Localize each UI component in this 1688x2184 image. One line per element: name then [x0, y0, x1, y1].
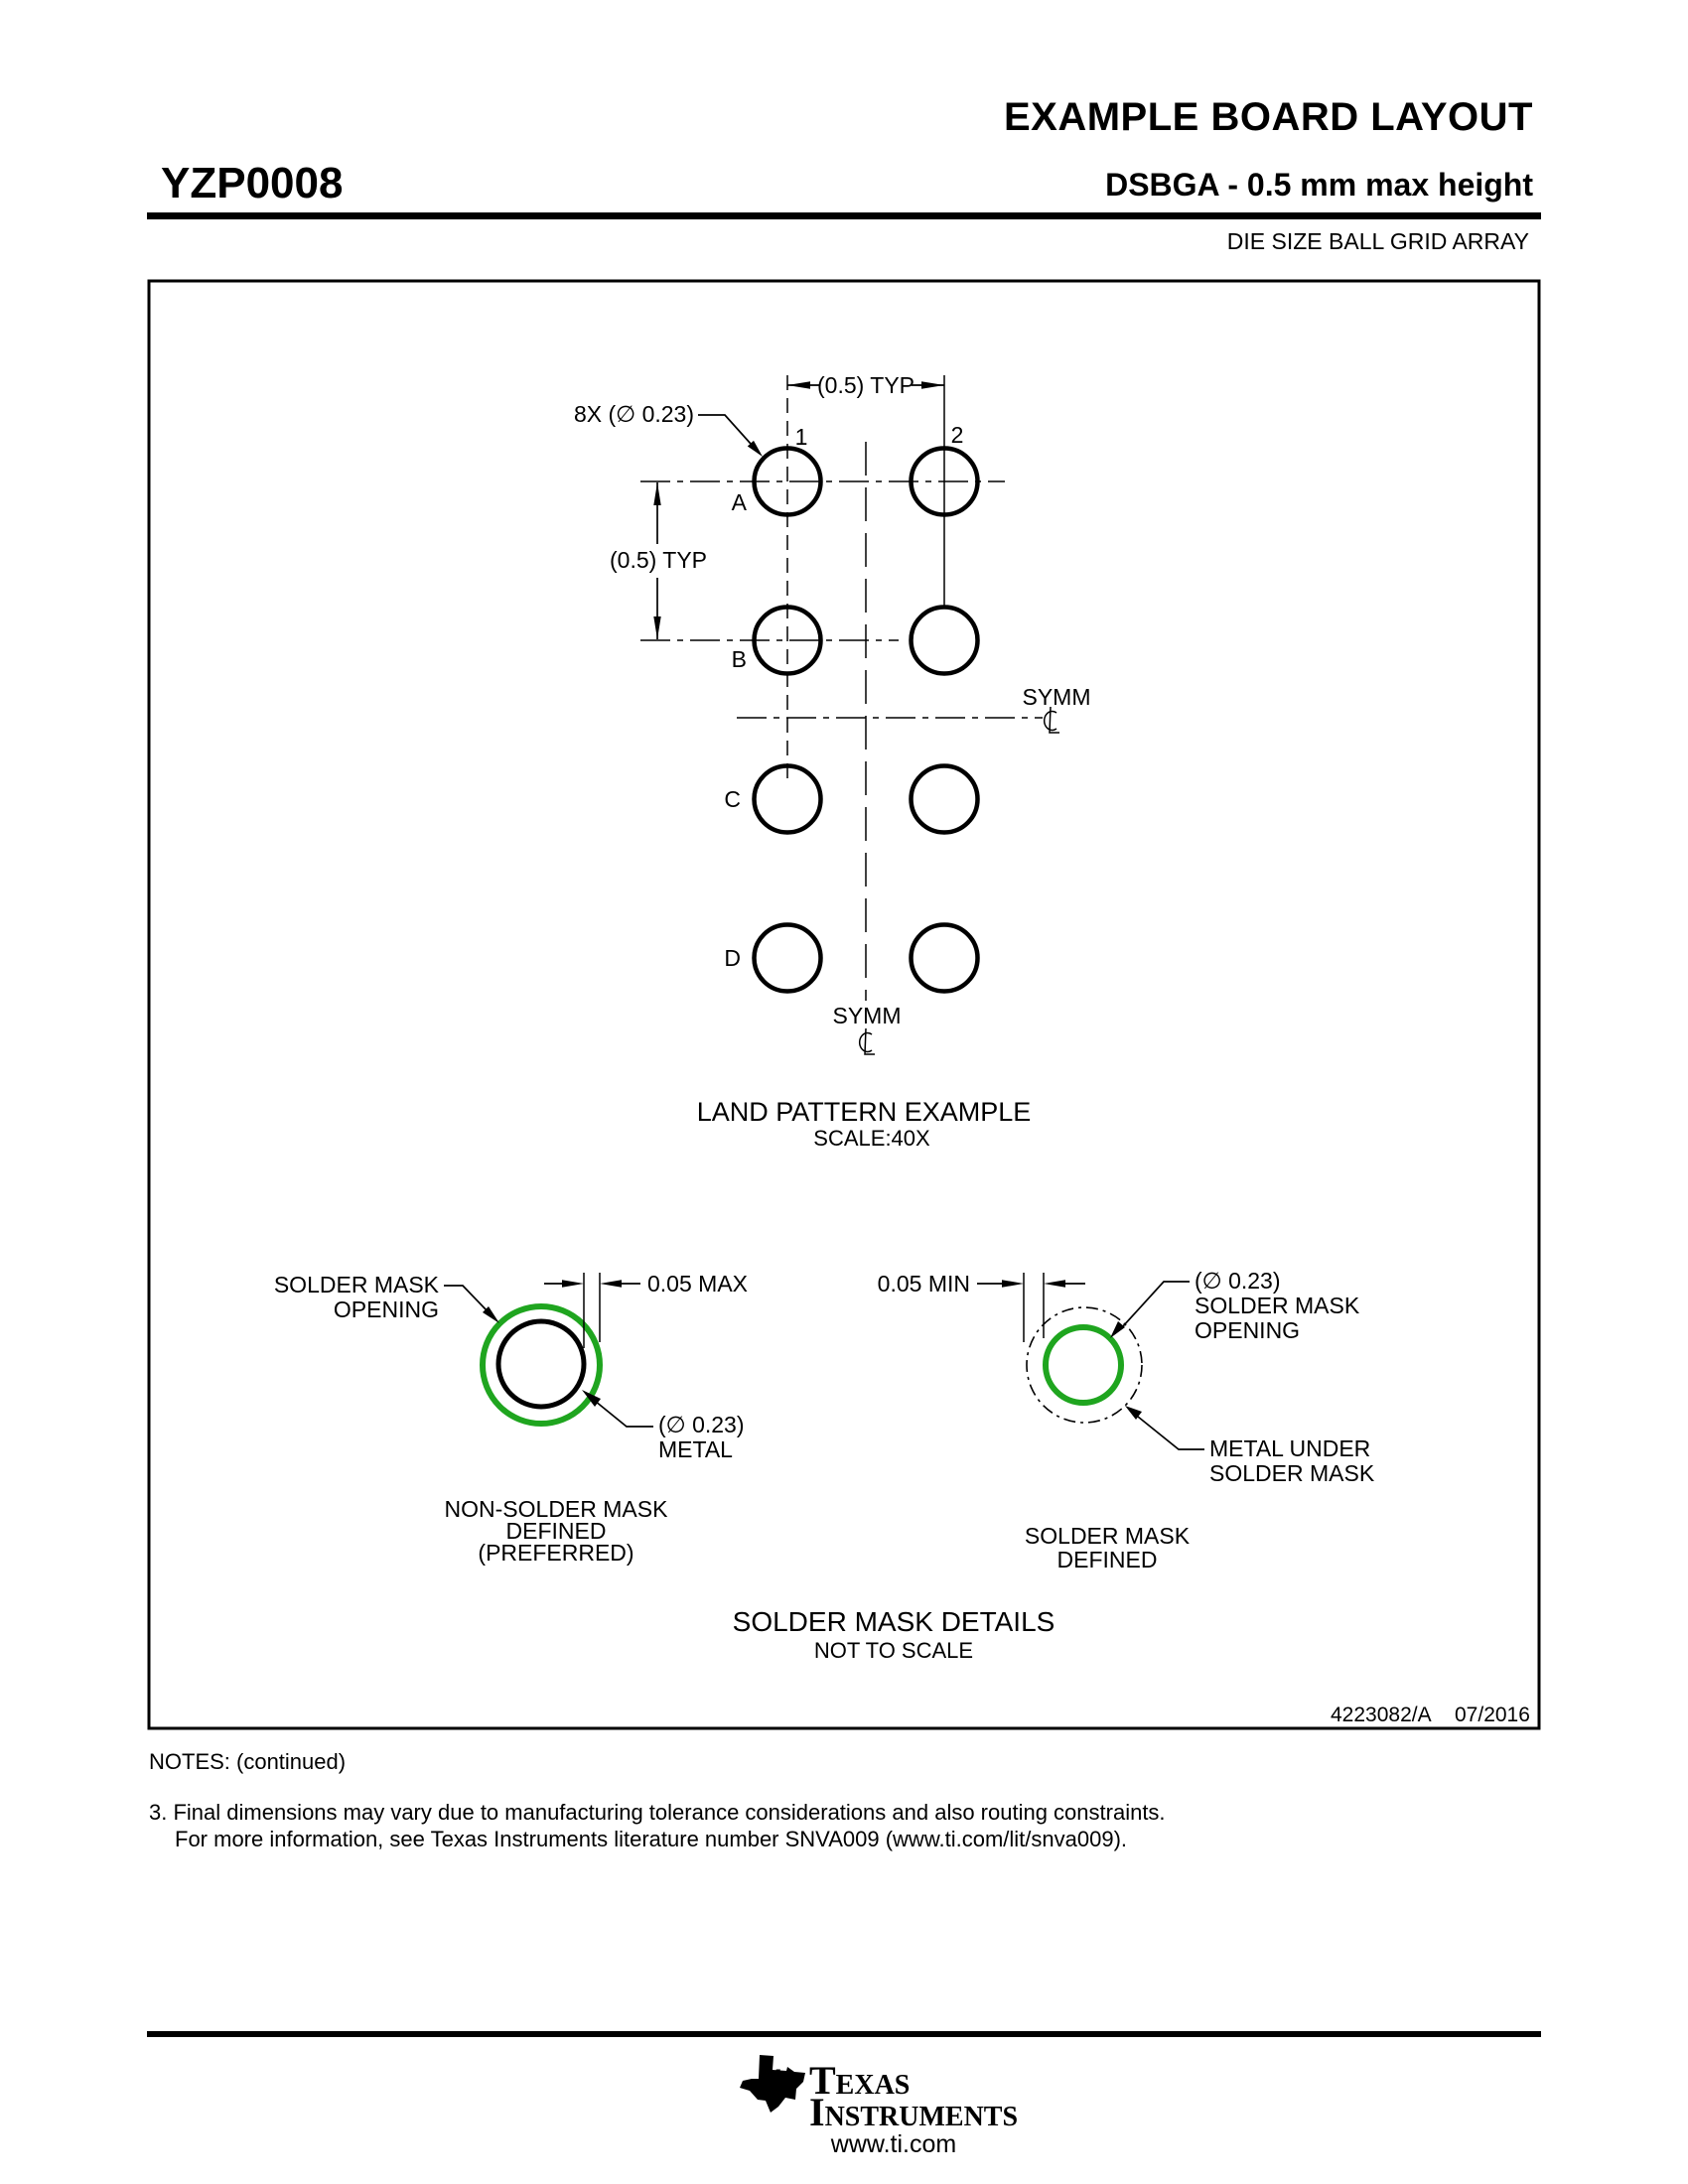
note-3-line2: For more information, see Texas Instruments literature number SNVA009 (www.ti.com/lit/snva009).: [175, 1827, 1128, 1851]
arrowhead-left-icon: [787, 381, 810, 389]
smd-detail-view: [878, 1268, 1375, 1572]
row-label-b: B: [731, 646, 747, 672]
solder-mask-details-scale: NOT TO SCALE: [813, 1638, 974, 1663]
arrowhead-down-icon: [653, 616, 660, 639]
leader-line: [444, 1286, 489, 1312]
footer-rule: [147, 2031, 1541, 2037]
leader-line: [698, 415, 751, 444]
nsmd-detail-view: [274, 1271, 748, 1566]
nsmd-opening-label-line1: SOLDER MASK: [273, 1272, 439, 1297]
pad-d2: [912, 925, 978, 992]
column-label-2: 2: [950, 422, 964, 448]
drawing-date: 07/2016: [1455, 1704, 1530, 1726]
land-pattern-title: LAND PATTERN EXAMPLE: [696, 1097, 1032, 1127]
brand-instruments: Instruments: [809, 2090, 1019, 2134]
solder-mask-details-title: SOLDER MASK DETAILS: [732, 1606, 1055, 1637]
nsmd-caption-line2: DEFINED: [505, 1518, 607, 1544]
row-label-a: A: [731, 489, 747, 515]
arrowhead-right-icon: [562, 1280, 584, 1288]
row-label-c: C: [724, 786, 741, 812]
pitch-vertical-label: (0.5) TYP: [610, 547, 707, 573]
leader-line: [1123, 1282, 1190, 1326]
ti-logo-icon: [740, 2055, 805, 2113]
arrowhead-right-icon: [921, 381, 944, 389]
centerline-symbol-right: [1045, 707, 1059, 733]
smd-solder-mask-opening-circle: [1046, 1327, 1121, 1403]
nsmd-gap-label: 0.05 MAX: [647, 1271, 748, 1297]
package-family: DIE SIZE BALL GRID ARRAY: [1226, 228, 1529, 254]
notes-heading: NOTES: (continued): [149, 1749, 347, 1774]
arrowhead-right-icon: [1002, 1280, 1024, 1288]
arrowhead-left-icon: [1044, 1280, 1065, 1288]
centerline-symbol-bottom: [860, 1028, 875, 1054]
page-title: EXAMPLE BOARD LAYOUT: [1003, 95, 1533, 139]
brand-texas: Texas: [809, 2058, 911, 2103]
smd-caption-line2: DEFINED: [1056, 1547, 1158, 1572]
smd-gap-label: 0.05 MIN: [877, 1271, 970, 1297]
ti-monogram: ti: [762, 2065, 780, 2098]
drawing-number: 4223082/A: [1331, 1704, 1432, 1726]
leader-arrowhead-icon: [1110, 1321, 1125, 1338]
nsmd-caption-line3: (PREFERRED): [478, 1540, 634, 1566]
arrowhead-up-icon: [653, 482, 660, 505]
smd-metal-label-line1: METAL UNDER: [1209, 1435, 1371, 1461]
note-3-line1: 3. Final dimensions may vary due to manufacturing tolerance considerations and also routing constraints.: [149, 1800, 1166, 1825]
pad-c2: [912, 766, 978, 833]
leader-line: [1138, 1417, 1204, 1449]
smd-metal-label-line2: SOLDER MASK: [1209, 1460, 1375, 1486]
nsmd-metal-pad-circle: [498, 1321, 584, 1407]
symm-bottom-label: SYMM: [832, 1003, 902, 1028]
smd-opening-label-line1: (∅ 0.23): [1195, 1268, 1281, 1294]
land-pattern-scale: SCALE:40X: [813, 1126, 930, 1151]
website-link[interactable]: www.ti.com: [830, 2130, 957, 2158]
part-number: YZP0008: [161, 159, 344, 207]
pitch-horizontal-label: (0.5) TYP: [817, 372, 914, 398]
column-label-1: 1: [794, 424, 808, 450]
smd-caption-line1: SOLDER MASK: [1024, 1523, 1191, 1549]
smd-opening-label-line2: SOLDER MASK: [1195, 1293, 1360, 1318]
nsmd-caption-line1: NON-SOLDER MASK: [444, 1496, 668, 1522]
pad-d1: [755, 925, 821, 992]
land-pattern-view: [574, 372, 1091, 1151]
pad-b2: [912, 608, 978, 674]
symm-right-label: SYMM: [1022, 684, 1091, 710]
pad-callout-label: 8X (∅ 0.23): [573, 401, 694, 427]
leader-line: [595, 1401, 653, 1427]
nsmd-metal-label-line2: METAL: [658, 1436, 733, 1462]
smd-opening-label-line3: OPENING: [1195, 1317, 1301, 1343]
package-spec: DSBGA - 0.5 mm max height: [1105, 167, 1533, 203]
nsmd-metal-label-line1: (∅ 0.23): [658, 1412, 745, 1437]
nsmd-opening-label-line2: OPENING: [333, 1297, 439, 1322]
arrowhead-left-icon: [600, 1280, 622, 1288]
row-label-d: D: [724, 945, 741, 971]
